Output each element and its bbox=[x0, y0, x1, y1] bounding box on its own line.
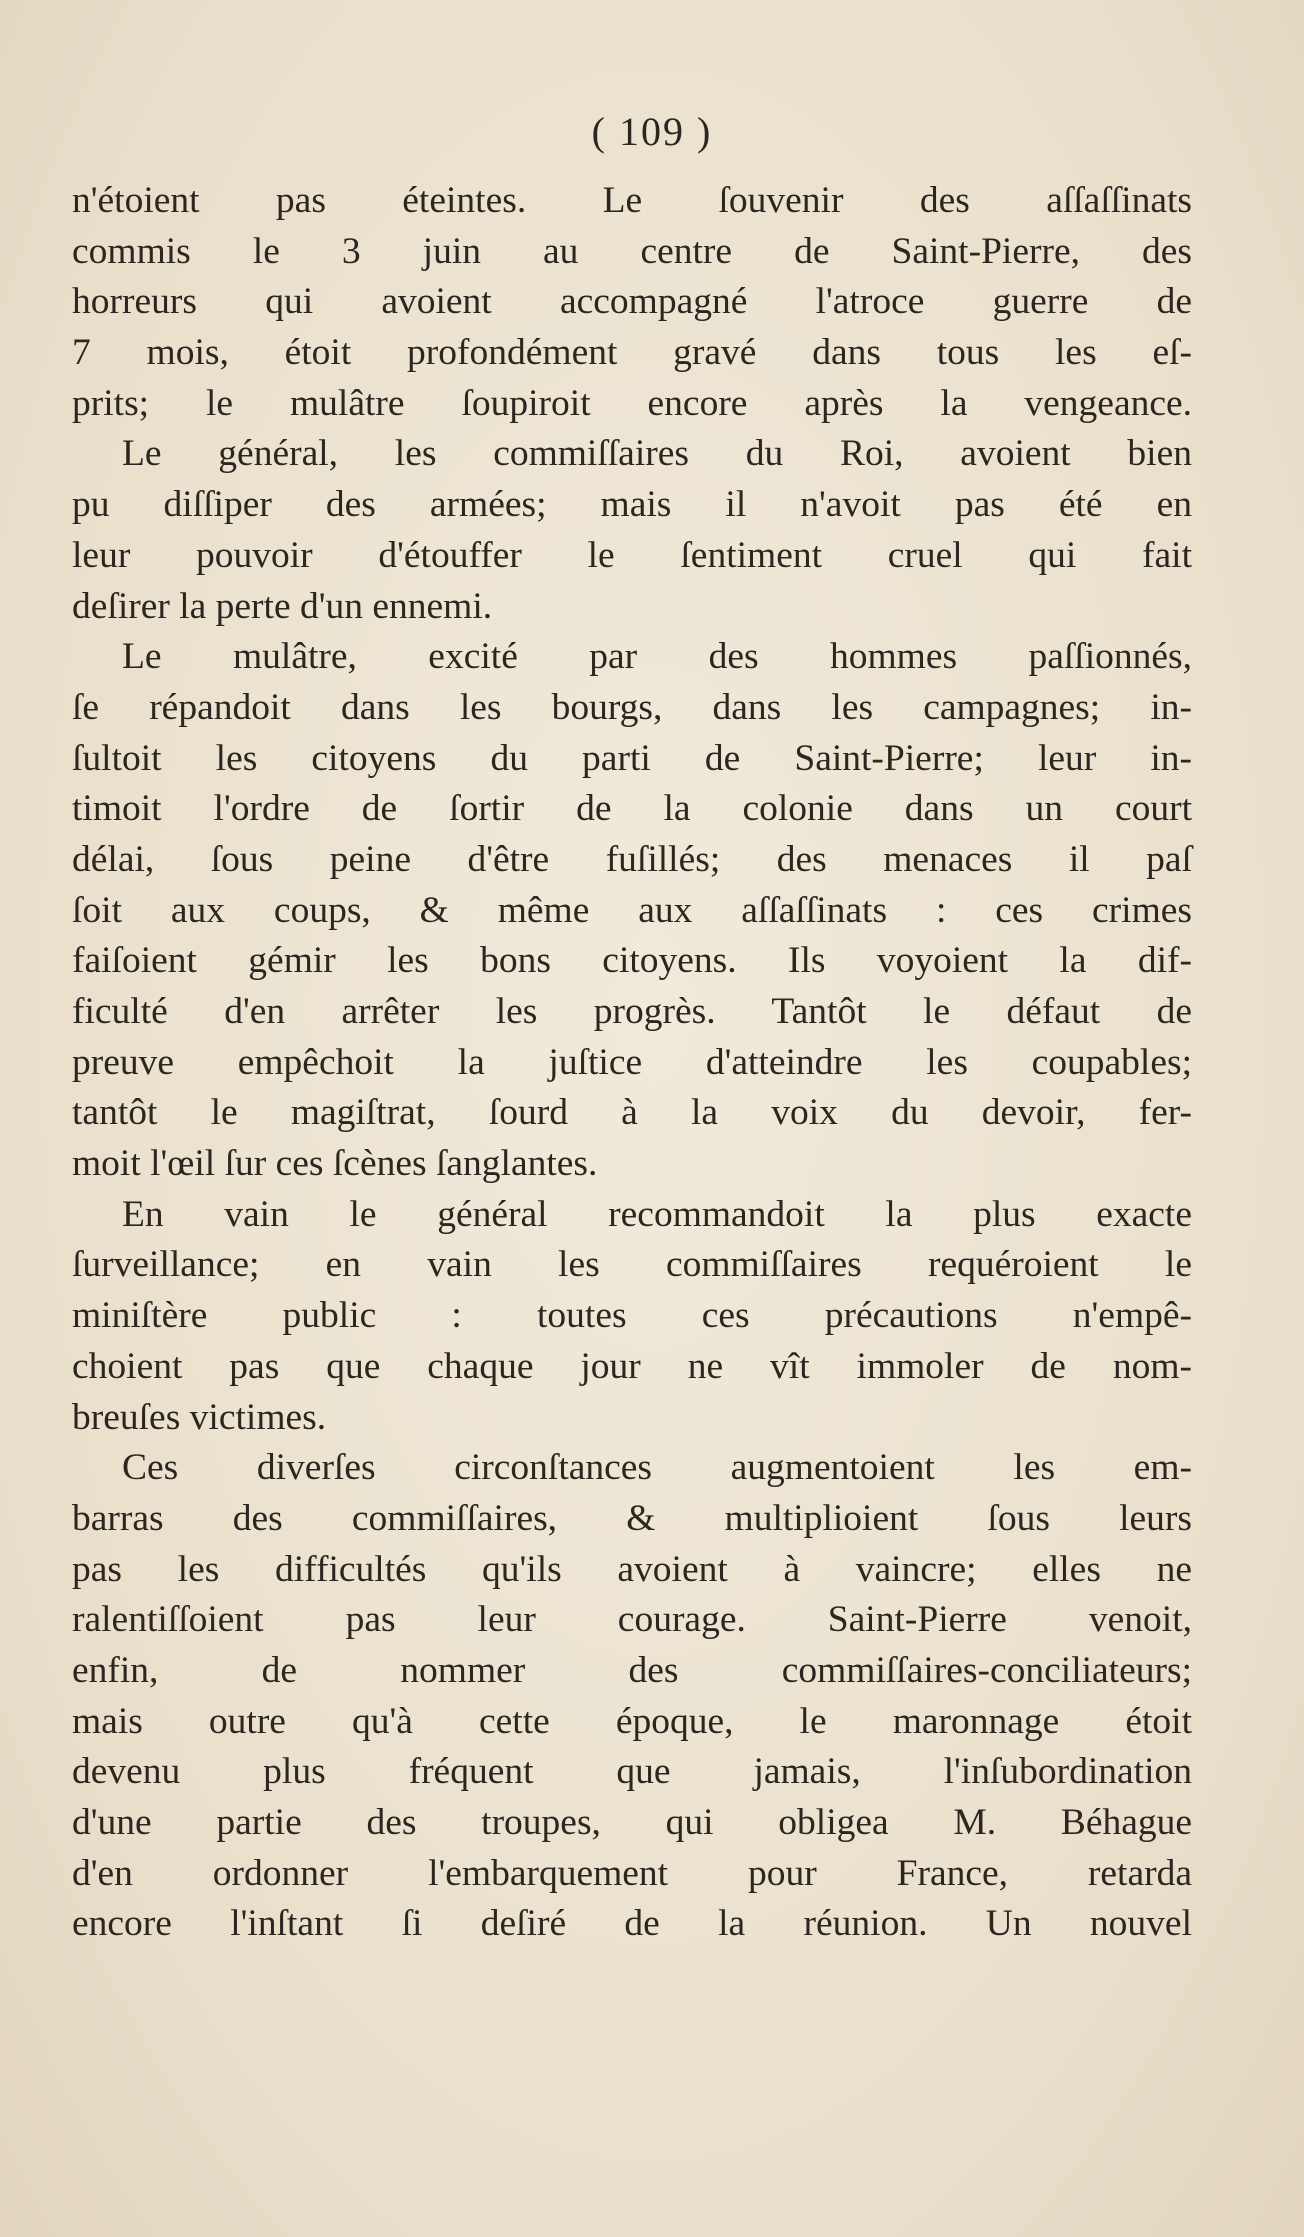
text-line: choient pas que chaque jour ne vît immoler de nom- bbox=[72, 1345, 1192, 1387]
text-line: timoit l'ordre de ſortir de la colonie dans un court bbox=[72, 788, 1192, 830]
page-body-text bbox=[72, 176, 1192, 1950]
text-line: horreurs qui avoient accompagné l'atroce guerre de bbox=[72, 281, 1192, 323]
text-line: ralentiſſoient pas leur courage. Saint-Pierre venoit, bbox=[72, 1599, 1192, 1641]
text-line: Le général, les commiſſaires du Roi, avoient bien bbox=[122, 433, 1192, 475]
text-line: pas les difficultés qu'ils avoient à vaincre; elles ne bbox=[72, 1548, 1192, 1590]
text-line: deſirer la perte d'un ennemi. bbox=[72, 585, 493, 627]
text-line: preuve empêchoit la juſtice d'atteindre les coupables; bbox=[72, 1041, 1192, 1083]
text-line: 7 mois, étoit profondément gravé dans tous les eſ- bbox=[72, 332, 1192, 374]
text-line: encore l'inſtant ſi deſiré de la réunion. Un nouvel bbox=[72, 1903, 1192, 1945]
text-line: pu diſſiper des armées; mais il n'avoit pas été en bbox=[72, 484, 1192, 526]
text-line: barras des commiſſaires, & multiplioient ſous leurs bbox=[72, 1497, 1192, 1539]
text-line: Ces diverſes circonſtances augmentoient les em- bbox=[122, 1447, 1192, 1489]
text-line: moit l'œil ſur ces ſcènes ſanglantes. bbox=[72, 1143, 598, 1185]
text-line: mais outre qu'à cette époque, le maronnage étoit bbox=[72, 1700, 1192, 1742]
text-line: devenu plus fréquent que jamais, l'inſubordination bbox=[72, 1751, 1192, 1793]
text-line: En vain le général recommandoit la plus exacte bbox=[122, 1193, 1192, 1235]
text-line: ſoit aux coups, & même aux aſſaſſinats : ces crimes bbox=[72, 889, 1192, 931]
text-line: breuſes victimes. bbox=[72, 1396, 327, 1438]
text-line: leur pouvoir d'étouffer le ſentiment cruel qui fait bbox=[72, 534, 1192, 576]
text-line: prits; le mulâtre ſoupiroit encore après la vengeance. bbox=[72, 382, 1192, 424]
text-line: miniſtère public : toutes ces précautions n'empê- bbox=[72, 1295, 1192, 1337]
text-line: faiſoient gémir les bons citoyens. Ils voyoient la dif- bbox=[72, 940, 1192, 982]
text-line: commis le 3 juin au centre de Saint-Pierre, des bbox=[72, 230, 1192, 272]
text-line: d'une partie des troupes, qui obligea M. Béhague bbox=[72, 1802, 1192, 1843]
text-line: ſurveillance; en vain les commiſſaires requéroient le bbox=[72, 1244, 1192, 1286]
text-line: d'en ordonner l'embarquement pour France, retarda bbox=[72, 1852, 1192, 1894]
text-line: enfin, de nommer des commiſſaires-conciliateurs; bbox=[72, 1649, 1192, 1691]
text-line: ficulté d'en arrêter les progrès. Tantôt le défaut de bbox=[72, 991, 1192, 1032]
page-number-header: ( 109 ) bbox=[591, 109, 713, 154]
text-line: ſultoit les citoyens du parti de Saint-Pierre; leur in- bbox=[72, 737, 1192, 779]
text-line: tantôt le magiſtrat, ſourd à la voix du devoir, fer- bbox=[72, 1092, 1192, 1134]
text-line: délai, ſous peine d'être fuſillés; des menaces il paſ bbox=[72, 838, 1192, 880]
text-line: Le mulâtre, excité par des hommes paſſionnés, bbox=[122, 636, 1192, 678]
text-line: ſe répandoit dans les bourgs, dans les campagnes; in- bbox=[72, 686, 1192, 728]
text-line: n'étoient pas éteintes. Le ſouvenir des aſſaſſinats bbox=[72, 180, 1192, 221]
